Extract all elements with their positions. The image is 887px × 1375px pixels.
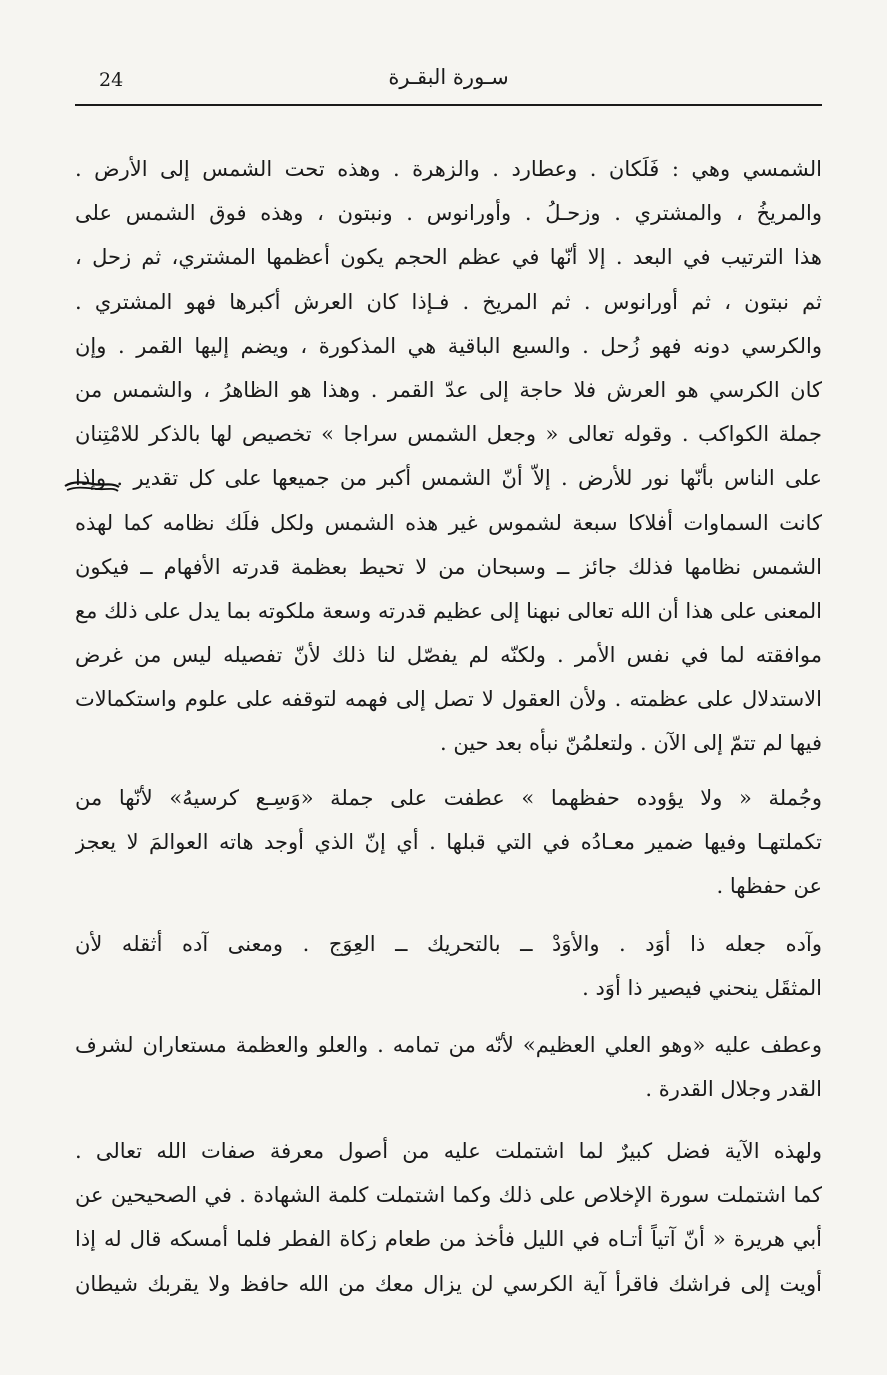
paragraph xyxy=(75,922,822,1010)
text-line: وآده جعله ذا أوَد . والأوَدْ ــ بالتحريك ــ العِوَج . ومعنى آده أثقله لأن xyxy=(75,932,822,957)
text-line: الشمس نظامها فذلك جائز ــ وسبحان من لا تحيط بعظمة قدرته الأفهام ــ فيكون xyxy=(75,554,822,579)
text-line: ولهذه الآية فضل كبيرٌ لما اشتملت عليه من أصول معرفة صفات الله تعالى . xyxy=(75,1138,822,1163)
paragraph xyxy=(75,776,822,909)
text-line: ثم نبتون ، ثم أورانوس . ثم المريخ . فـإذا كان العرش أكبرها فهو المشتري . xyxy=(75,289,822,314)
text-line: الاستدلال على عظمته . ولأن العقول لا تصل إلى فهمه لتوقفه على علوم واستكمالات xyxy=(75,687,822,712)
text-line: هذا الترتيب في البعد . إلا أنّها في عظم الحجم يكون أعظمها المشتري، ثم زحل ، xyxy=(75,245,822,270)
text-line: موافقته لما في نفس الأمر . ولكنّه لم يفصّل لنا ذلك لأنّ تفصيله ليس من غرض xyxy=(75,643,822,668)
paragraph-gap xyxy=(75,908,822,922)
paragraph xyxy=(75,1023,822,1111)
text-line: فيها لم تتمّ إلى الآن . ولتعلمُنّ نبأه بعد حين . xyxy=(439,731,822,756)
running-title: سـورة البقـرة xyxy=(388,65,509,89)
text-line: الشمسي وهي : فَلَكان . وعطارد . والزهرة . وهذه تحت الشمس إلى الأرض . xyxy=(75,157,822,181)
paragraph-gap xyxy=(75,1111,822,1129)
text-line: كانت السماوات أفلاكا سبعة لشموس غير هذه الشمس ولكل فلَك نظامه كما لهذه xyxy=(75,510,822,535)
header-rule xyxy=(75,104,822,106)
text-line: كما اشتملت سورة الإخلاص على ذلك وكما اشتملت كلمة الشهادة . في الصحيحين عن xyxy=(75,1183,822,1208)
text-line: على الناس بأنّها نور للأرض . إلاّ أنّ الشمس أكبر من جميعها على كل تقدير . وإذا xyxy=(75,466,822,491)
text-line: المعنى على هذا أن الله تعالى نبهنا إلى عظيم قدرته وسعة ملكوته بما يدل على ذلك مع xyxy=(75,598,822,623)
text-line: كان الكرسي هو العرش فلا حاجة إلى عدّ القمر . وهذا هو الظاهرُ ، والشمس من xyxy=(75,377,822,402)
text-line: القدر وجلال القدرة . xyxy=(645,1076,822,1101)
text-line: تكملتهـا وفيها ضمير معـادُه في التي قبلها . أي إنّ الذي أوجد هاته العوالمَ لا يعجز xyxy=(75,829,822,854)
paragraph-gap xyxy=(75,766,822,776)
text-line: والكرسي دونه فهو زُحل . والسبع الباقية هي المذكورة ، ويضم إليها القمر . وإن xyxy=(75,333,822,358)
text-line: أويت إلى فراشك فاقرأ آية الكرسي لن يزال معك من الله حافظ ولا يقربك شيطان xyxy=(75,1271,822,1296)
text-line: والمريخُ ، والمشتري . وزحـلُ . وأورانوس . ونبتون ، وهذه فوق الشمس على xyxy=(75,201,822,226)
paragraph xyxy=(75,1129,822,1306)
text-line: وعطف عليه «وهو العلي العظيم» لأنّه من تمامه . والعلو والعظمة مستعاران لشرف xyxy=(75,1032,822,1057)
paragraph xyxy=(75,147,822,766)
text-line: وجُملة « ولا يؤوده حفظهما » عطفت على جملة «وَسِـع كرسيهُ» لأنّها من xyxy=(75,785,822,810)
page-number: 24 xyxy=(99,69,124,91)
text-line: جملة الكواكب . وقوله تعالى « وجعل الشمس سراجا » تخصيص لها بالذكر للامْتِنان xyxy=(75,422,822,447)
text-line: عن حفظها . xyxy=(716,874,822,898)
text-line: أبي هريرة « أنّ آتياً أتـاه في الليل فأخذ من طعام زكاة الفطر فلما أمسكه قال له إذا xyxy=(75,1227,822,1252)
paragraph-gap xyxy=(75,1011,822,1023)
page-header xyxy=(75,62,822,106)
text-line: المثقَل ينحني فيصير ذا أوَد . xyxy=(582,976,822,1001)
body-text xyxy=(75,147,822,1306)
